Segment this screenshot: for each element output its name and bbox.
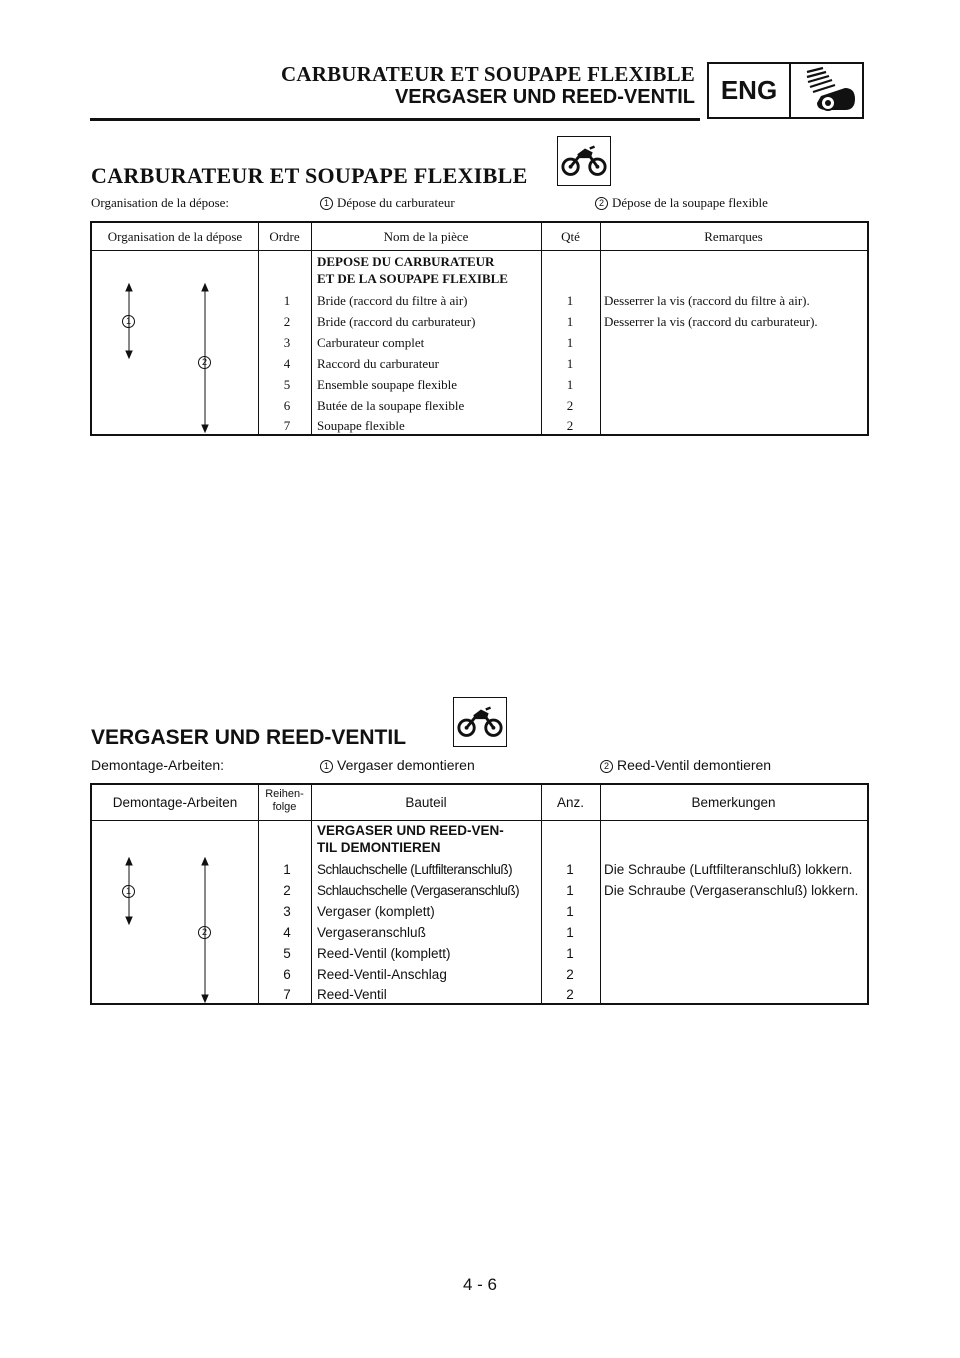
table-header: [92, 785, 867, 821]
marker-2-icon: 2: [600, 760, 613, 773]
row-qty: 2: [566, 967, 574, 982]
header-title-fr: CARBURATEUR ET SOUPAPE FLEXIBLE: [280, 62, 695, 86]
row-qty: 1: [566, 356, 574, 371]
row-part: Carburateur complet: [317, 335, 425, 350]
marker-2-icon: 2: [198, 356, 211, 369]
row-part: Bride (raccord du carburateur): [317, 314, 476, 329]
row-qty: 1: [566, 946, 574, 961]
col-header-order-line-2: folge: [272, 801, 297, 813]
row-part: Reed-Ventil-Anschlag: [317, 967, 447, 982]
row-order: 5: [283, 377, 291, 392]
group-title-line-2: ET DE LA SOUPAPE FLEXIBLE: [317, 271, 508, 286]
header-rule: [90, 118, 700, 121]
removal-table-de: [90, 783, 869, 1005]
row-qty: 1: [566, 925, 574, 940]
row-qty: 1: [566, 904, 574, 919]
table-header: [92, 223, 867, 251]
row-order: 2: [283, 883, 291, 898]
section-tag-box: [707, 62, 864, 119]
marker-1-icon: 1: [122, 315, 135, 328]
section-title-fr: CARBURATEUR ET SOUPAPE FLEXIBLE: [91, 163, 528, 188]
col-divider: [311, 785, 312, 1003]
row-order: 1: [283, 293, 291, 308]
step-2-de: [600, 757, 771, 773]
row-qty: 1: [566, 293, 574, 308]
motorcycle-icon: [557, 136, 611, 186]
step-1-label: Dépose du carburateur: [337, 195, 455, 210]
row-order: 6: [283, 398, 291, 413]
row-qty: 1: [566, 314, 574, 329]
row-order: 6: [283, 967, 291, 982]
step-1-fr: [320, 195, 455, 211]
group-title-line-2: TIL DEMONTIEREN: [317, 840, 441, 855]
col-header-order-line-1: Reihen-: [265, 788, 304, 800]
col-header-order: [258, 788, 311, 814]
col-divider: [258, 223, 259, 434]
removal-table-fr: [90, 221, 869, 436]
engine-cylinder-icon: [793, 66, 861, 116]
page-number: 4 - 6: [462, 1275, 498, 1294]
row-part: Raccord du carburateur: [317, 356, 439, 371]
row-part: Soupape flexible: [317, 418, 405, 433]
group-title-line-1: VERGASER UND REED-VEN-: [317, 823, 504, 838]
col-header-remarks: Bemerkungen: [691, 795, 776, 810]
header-title-de: VERGASER UND REED-VENTIL: [394, 86, 695, 108]
step-2-label: Dépose de la soupape flexible: [612, 195, 768, 210]
section-tag-divider: [789, 64, 791, 117]
row-order: 3: [283, 904, 291, 919]
col-header-qty: Anz.: [556, 795, 584, 810]
marker-1-icon: 1: [320, 197, 333, 210]
row-part: Bride (raccord du filtre à air): [317, 293, 468, 308]
row-remark: Desserrer la vis (raccord du filtre à air).: [604, 293, 810, 308]
col-divider: [258, 785, 259, 1003]
marker-2-icon: 2: [198, 926, 211, 939]
row-order: 3: [283, 335, 291, 350]
col-header-organisation: Organisation de la dépose: [107, 229, 243, 244]
row-qty: 2: [566, 418, 574, 433]
row-order: 1: [283, 862, 291, 877]
row-qty: 1: [566, 883, 574, 898]
marker-1-icon: 1: [320, 760, 333, 773]
section-title-de: VERGASER UND REED-VENTIL: [91, 726, 407, 749]
group-title-line-1: DEPOSE DU CARBURATEUR: [317, 254, 495, 269]
row-part: Schlauchschelle (Vergaseranschluß): [317, 883, 520, 898]
row-qty: 1: [566, 377, 574, 392]
row-order: 7: [283, 418, 291, 433]
row-part: Vergaser (komplett): [317, 904, 435, 919]
row-part: Schlauchschelle (Luftfilteranschluß): [317, 862, 513, 877]
step-1-label: Vergaser demontieren: [337, 757, 475, 773]
row-remark: Die Schraube (Vergaseranschluß) lokkern.: [604, 883, 859, 898]
row-order: 7: [283, 987, 291, 1002]
row-part: Reed-Ventil (komplett): [317, 946, 451, 961]
marker-1-icon: 1: [122, 885, 135, 898]
row-order: 4: [283, 356, 291, 371]
motorcycle-icon: [453, 697, 507, 747]
removal-order-line-de: [91, 757, 224, 773]
row-remark: Desserrer la vis (raccord du carburateur).: [604, 314, 818, 329]
row-qty: 2: [566, 398, 574, 413]
row-qty: 2: [566, 987, 574, 1002]
col-header-remarks: Remarques: [704, 229, 763, 244]
row-qty: 1: [566, 335, 574, 350]
section-tag: ENG: [720, 75, 778, 105]
col-header-part: Bauteil: [405, 795, 447, 810]
org-label: Demontage-Arbeiten:: [91, 757, 225, 773]
row-part: Vergaseranschluß: [317, 925, 426, 940]
col-divider: [311, 223, 312, 434]
row-order: 4: [283, 925, 291, 940]
row-qty: 1: [566, 862, 574, 877]
row-part: Reed-Ventil: [317, 987, 387, 1002]
row-order: 2: [283, 314, 291, 329]
org-label: Organisation de la dépose:: [91, 195, 230, 210]
step-2-label: Reed-Ventil demontieren: [617, 757, 772, 773]
col-header-order: Ordre: [269, 229, 300, 244]
col-header-part: Nom de la pièce: [383, 229, 469, 244]
col-header-organisation: Demontage-Arbeiten: [112, 795, 238, 810]
marker-2-icon: 2: [595, 197, 608, 210]
step-1-de: [320, 757, 475, 773]
col-header-qty: Qté: [561, 229, 580, 244]
step-2-fr: [595, 195, 768, 211]
row-part: Butée de la soupape flexible: [317, 398, 465, 413]
row-part: Ensemble soupape flexible: [317, 377, 458, 392]
row-remark: Die Schraube (Luftfilteranschluß) lokkern.: [604, 862, 853, 877]
row-order: 5: [283, 946, 291, 961]
removal-order-line-fr: [91, 195, 229, 211]
